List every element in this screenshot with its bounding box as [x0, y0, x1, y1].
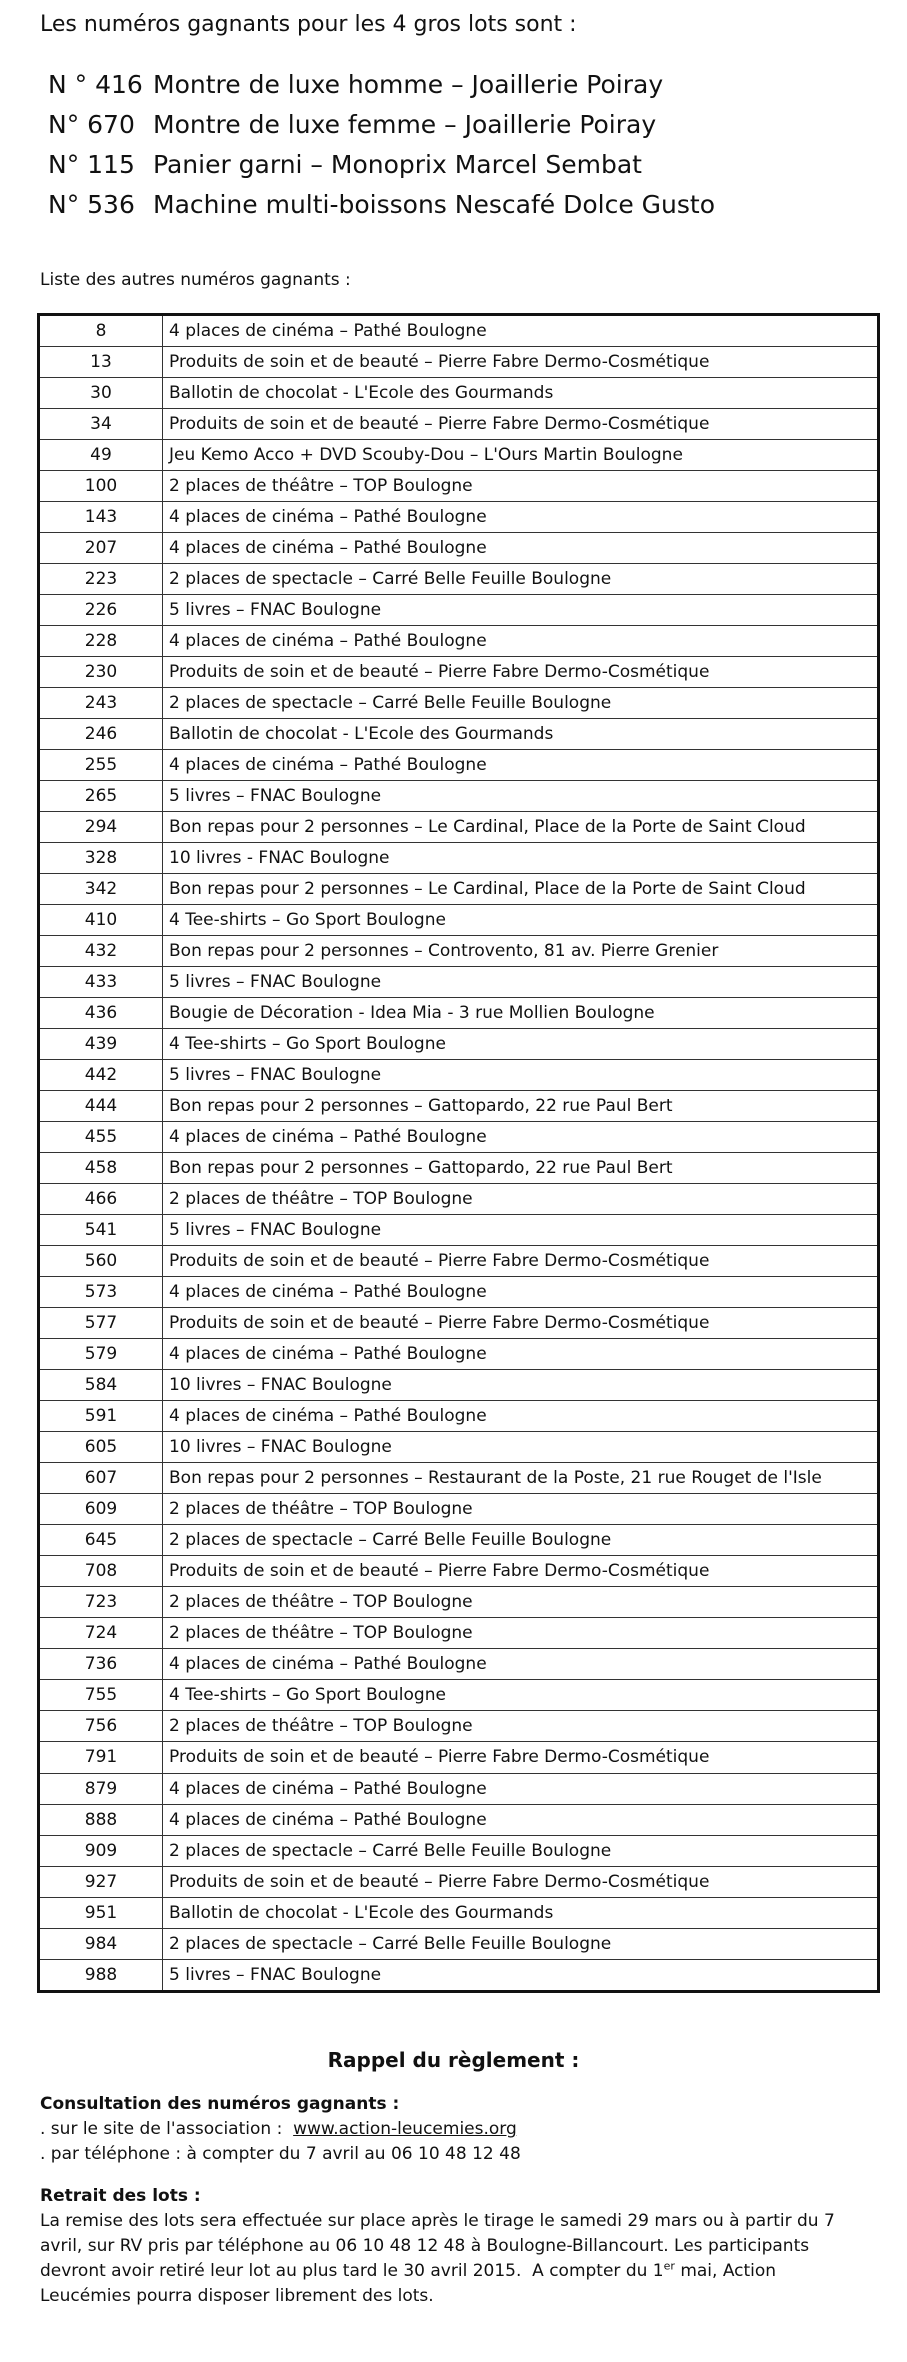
- prize-description: 4 places de cinéma – Pathé Boulogne: [163, 1773, 878, 1804]
- prize-description: 4 Tee-shirts – Go Sport Boulogne: [163, 1029, 878, 1060]
- prize-description: Ballotin de chocolat - L'Ecole des Gourmands: [163, 718, 878, 749]
- prize-description: 4 places de cinéma – Pathé Boulogne: [163, 625, 878, 656]
- prize-number: 207: [40, 532, 163, 563]
- prize-row: [40, 470, 877, 501]
- prize-row: [40, 1742, 877, 1773]
- prize-row: [40, 1773, 877, 1804]
- prize-number: 607: [40, 1463, 163, 1494]
- prize-description: 2 places de théâtre – TOP Boulogne: [163, 1494, 878, 1525]
- prize-row: [40, 1339, 877, 1370]
- prize-number: 8: [40, 316, 163, 346]
- prize-row: [40, 1122, 877, 1153]
- prize-row: [40, 501, 877, 532]
- prize-description: 2 places de spectacle – Carré Belle Feuille Boulogne: [163, 563, 878, 594]
- prize-row: [40, 1525, 877, 1556]
- prize-row: [40, 316, 877, 346]
- big-lot-item: [48, 144, 715, 184]
- prize-row: [40, 532, 877, 563]
- prize-row: [40, 1091, 877, 1122]
- other-lots-title: Liste des autres numéros gagnants :: [40, 270, 351, 290]
- prize-description: 10 livres – FNAC Boulogne: [163, 1432, 878, 1463]
- prize-number: 458: [40, 1153, 163, 1184]
- prize-description: 4 places de cinéma – Pathé Boulogne: [163, 316, 878, 346]
- prize-number: 432: [40, 936, 163, 967]
- prize-description: 2 places de théâtre – TOP Boulogne: [163, 1618, 878, 1649]
- prize-number: 439: [40, 1029, 163, 1060]
- prize-row: [40, 408, 877, 439]
- consultation-section: [40, 2092, 870, 2167]
- prize-row: [40, 1680, 877, 1711]
- prize-row: [40, 1215, 877, 1246]
- prize-number: 541: [40, 1215, 163, 1246]
- prize-description: 10 livres - FNAC Boulogne: [163, 843, 878, 874]
- prize-description: Jeu Kemo Acco + DVD Scouby-Dou – L'Ours Martin Boulogne: [163, 439, 878, 470]
- prize-number: 342: [40, 874, 163, 905]
- prize-description: Bon repas pour 2 personnes – Controvento, 81 av. Pierre Grenier: [163, 936, 878, 967]
- prize-number: 246: [40, 718, 163, 749]
- prize-row: [40, 656, 877, 687]
- prize-description: 4 places de cinéma – Pathé Boulogne: [163, 1401, 878, 1432]
- prize-number: 723: [40, 1587, 163, 1618]
- prize-number: 455: [40, 1122, 163, 1153]
- prize-number: 436: [40, 998, 163, 1029]
- prize-description: 2 places de théâtre – TOP Boulogne: [163, 1711, 878, 1742]
- prize-number: 13: [40, 346, 163, 377]
- prize-number: 609: [40, 1494, 163, 1525]
- prize-number: 410: [40, 905, 163, 936]
- prize-number: 755: [40, 1680, 163, 1711]
- prize-description: 2 places de spectacle – Carré Belle Feuille Boulogne: [163, 1525, 878, 1556]
- prize-number: 951: [40, 1897, 163, 1928]
- prize-description: 4 places de cinéma – Pathé Boulogne: [163, 1649, 878, 1680]
- prize-row: [40, 936, 877, 967]
- prize-description: Bougie de Décoration - Idea Mia - 3 rue Mollien Boulogne: [163, 998, 878, 1029]
- prize-number: 888: [40, 1804, 163, 1835]
- prize-row: [40, 905, 877, 936]
- prize-description: Ballotin de chocolat - L'Ecole des Gourmands: [163, 1897, 878, 1928]
- prize-number: 984: [40, 1928, 163, 1959]
- prize-table: [37, 313, 880, 1993]
- prize-description: 4 places de cinéma – Pathé Boulogne: [163, 532, 878, 563]
- prize-row: [40, 1308, 877, 1339]
- withdrawal-text: [40, 2209, 870, 2309]
- prize-number: 573: [40, 1277, 163, 1308]
- prize-number: 577: [40, 1308, 163, 1339]
- big-lot-prize: Montre de luxe homme – Joaillerie Poiray: [153, 69, 664, 99]
- prize-row: [40, 874, 877, 905]
- big-lot-number: N° 670: [48, 109, 135, 139]
- prize-number: 591: [40, 1401, 163, 1432]
- prize-description: Produits de soin et de beauté – Pierre Fabre Dermo-Cosmétique: [163, 1866, 878, 1897]
- prize-number: 433: [40, 967, 163, 998]
- prize-row: [40, 998, 877, 1029]
- prize-row: [40, 1401, 877, 1432]
- prize-row: [40, 594, 877, 625]
- prize-description: 4 places de cinéma – Pathé Boulogne: [163, 1277, 878, 1308]
- prize-row: [40, 1556, 877, 1587]
- prize-description: 2 places de théâtre – TOP Boulogne: [163, 1587, 878, 1618]
- prize-row: [40, 1060, 877, 1091]
- prize-number: 226: [40, 594, 163, 625]
- prize-number: 230: [40, 656, 163, 687]
- big-lot-prize: Montre de luxe femme – Joaillerie Poiray: [153, 109, 657, 139]
- prize-row: [40, 1153, 877, 1184]
- prize-description: 5 livres – FNAC Boulogne: [163, 967, 878, 998]
- prize-number: 30: [40, 377, 163, 408]
- prize-description: 4 Tee-shirts – Go Sport Boulogne: [163, 1680, 878, 1711]
- prize-description: Produits de soin et de beauté – Pierre Fabre Dermo-Cosmétique: [163, 656, 878, 687]
- withdrawal-heading: Retrait des lots :: [40, 2186, 201, 2206]
- prize-description: Produits de soin et de beauté – Pierre Fabre Dermo-Cosmétique: [163, 1742, 878, 1773]
- consultation-heading: Consultation des numéros gagnants :: [40, 2094, 400, 2114]
- big-lot-prize: Panier garni – Monoprix Marcel Sembat: [153, 149, 642, 179]
- prize-number: 724: [40, 1618, 163, 1649]
- prize-number: 49: [40, 439, 163, 470]
- prize-row: [40, 1277, 877, 1308]
- prize-row: [40, 1370, 877, 1401]
- prize-description: 2 places de spectacle – Carré Belle Feuille Boulogne: [163, 1928, 878, 1959]
- prize-description: 2 places de spectacle – Carré Belle Feuille Boulogne: [163, 687, 878, 718]
- prize-row: [40, 812, 877, 843]
- prize-number: 584: [40, 1370, 163, 1401]
- prize-row: [40, 1029, 877, 1060]
- consultation-website-line: [40, 2117, 870, 2142]
- prize-number: 228: [40, 625, 163, 656]
- prize-table-grid: [40, 316, 877, 1990]
- prize-row: [40, 1618, 877, 1649]
- prize-row: [40, 687, 877, 718]
- prize-number: 645: [40, 1525, 163, 1556]
- prize-row: [40, 718, 877, 749]
- withdrawal-section: [40, 2184, 870, 2309]
- prize-description: Bon repas pour 2 personnes – Gattopardo, 22 rue Paul Bert: [163, 1153, 878, 1184]
- prize-description: 4 places de cinéma – Pathé Boulogne: [163, 749, 878, 780]
- prize-description: Produits de soin et de beauté – Pierre Fabre Dermo-Cosmétique: [163, 1246, 878, 1277]
- big-lot-number: N° 536: [48, 189, 135, 219]
- prize-number: 328: [40, 843, 163, 874]
- prize-description: Produits de soin et de beauté – Pierre Fabre Dermo-Cosmétique: [163, 408, 878, 439]
- prize-number: 34: [40, 408, 163, 439]
- big-lot-item: [48, 184, 715, 224]
- prize-description: 2 places de théâtre – TOP Boulogne: [163, 470, 878, 501]
- prize-number: 791: [40, 1742, 163, 1773]
- prize-row: [40, 1494, 877, 1525]
- prize-number: 560: [40, 1246, 163, 1277]
- prize-number: 265: [40, 781, 163, 812]
- prize-description: 4 places de cinéma – Pathé Boulogne: [163, 1122, 878, 1153]
- prize-number: 708: [40, 1556, 163, 1587]
- prize-row: [40, 1184, 877, 1215]
- prize-description: 5 livres – FNAC Boulogne: [163, 594, 878, 625]
- prize-number: 736: [40, 1649, 163, 1680]
- prize-description: 10 livres – FNAC Boulogne: [163, 1370, 878, 1401]
- prize-row: [40, 1959, 877, 1990]
- prize-number: 143: [40, 501, 163, 532]
- big-lot-number: N° 115: [48, 149, 135, 179]
- prize-description: 5 livres – FNAC Boulogne: [163, 781, 878, 812]
- prize-row: [40, 625, 877, 656]
- withdrawal-text-end: mai, Action Leucémies pourra disposer librement des lots.: [40, 2261, 782, 2306]
- rules-title: Rappel du règlement :: [327, 2048, 580, 2072]
- prize-number: 100: [40, 470, 163, 501]
- prize-number: 444: [40, 1091, 163, 1122]
- prize-row: [40, 1866, 877, 1897]
- prize-number: 294: [40, 812, 163, 843]
- prize-number: 988: [40, 1959, 163, 1990]
- prize-description: Bon repas pour 2 personnes – Le Cardinal, Place de la Porte de Saint Cloud: [163, 874, 878, 905]
- consultation-website-prefix: . sur le site de l'association :: [40, 2119, 294, 2139]
- prize-description: Bon repas pour 2 personnes – Gattopardo, 22 rue Paul Bert: [163, 1091, 878, 1122]
- prize-row: [40, 1928, 877, 1959]
- prize-number: 605: [40, 1432, 163, 1463]
- prize-description: 4 places de cinéma – Pathé Boulogne: [163, 1804, 878, 1835]
- prize-description: 5 livres – FNAC Boulogne: [163, 1215, 878, 1246]
- prize-number: 243: [40, 687, 163, 718]
- prize-row: [40, 1835, 877, 1866]
- prize-description: 4 places de cinéma – Pathé Boulogne: [163, 501, 878, 532]
- prize-row: [40, 1897, 877, 1928]
- prize-description: 5 livres – FNAC Boulogne: [163, 1060, 878, 1091]
- prize-row: [40, 1804, 877, 1835]
- prize-number: 442: [40, 1060, 163, 1091]
- prize-number: 466: [40, 1184, 163, 1215]
- prize-number: 756: [40, 1711, 163, 1742]
- prize-number: 927: [40, 1866, 163, 1897]
- prize-row: [40, 967, 877, 998]
- prize-description: 4 places de cinéma – Pathé Boulogne: [163, 1339, 878, 1370]
- prize-number: 255: [40, 749, 163, 780]
- big-lot-number: N ° 416: [48, 69, 143, 99]
- prize-description: Ballotin de chocolat - L'Ecole des Gourmands: [163, 377, 878, 408]
- prize-row: [40, 1711, 877, 1742]
- big-lot-item: [48, 64, 715, 104]
- prize-number: 879: [40, 1773, 163, 1804]
- prize-description: Produits de soin et de beauté – Pierre Fabre Dermo-Cosmétique: [163, 1556, 878, 1587]
- prize-row: [40, 346, 877, 377]
- prize-row: [40, 1649, 877, 1680]
- prize-description: 2 places de spectacle – Carré Belle Feuille Boulogne: [163, 1835, 878, 1866]
- prize-row: [40, 1246, 877, 1277]
- prize-row: [40, 1587, 877, 1618]
- prize-row: [40, 563, 877, 594]
- prize-row: [40, 781, 877, 812]
- prize-row: [40, 1432, 877, 1463]
- withdrawal-text-main: La remise des lots sera effectuée sur place après le tirage le samedi 29 mars ou à partir du 7 avril, sur RV pris par téléphone au 06 10 48 12 48 à Boulogne-Billancourt. Les participants devront avoir retiré leur lot au plus tard le 30 avril 2015. A compter du 1: [40, 2211, 841, 2281]
- prize-table-body: [40, 316, 877, 1990]
- page-title: Les numéros gagnants pour les 4 gros lots sont :: [40, 12, 577, 37]
- prize-row: [40, 843, 877, 874]
- big-lots-list: [48, 64, 715, 224]
- prize-row: [40, 1463, 877, 1494]
- prize-description: Bon repas pour 2 personnes – Le Cardinal, Place de la Porte de Saint Cloud: [163, 812, 878, 843]
- association-website-link[interactable]: www.action-leucemies.org: [293, 2119, 517, 2139]
- prize-row: [40, 377, 877, 408]
- big-lot-prize: Machine multi-boissons Nescafé Dolce Gusto: [153, 189, 715, 219]
- prize-description: Produits de soin et de beauté – Pierre Fabre Dermo-Cosmétique: [163, 1308, 878, 1339]
- prize-number: 909: [40, 1835, 163, 1866]
- prize-number: 223: [40, 563, 163, 594]
- prize-description: 4 Tee-shirts – Go Sport Boulogne: [163, 905, 878, 936]
- consultation-phone: . par téléphone : à compter du 7 avril au 06 10 48 12 48: [40, 2144, 521, 2164]
- prize-row: [40, 439, 877, 470]
- prize-description: 2 places de théâtre – TOP Boulogne: [163, 1184, 878, 1215]
- prize-description: Bon repas pour 2 personnes – Restaurant de la Poste, 21 rue Rouget de l'Isle: [163, 1463, 878, 1494]
- big-lot-item: [48, 104, 715, 144]
- prize-description: Produits de soin et de beauté – Pierre Fabre Dermo-Cosmétique: [163, 346, 878, 377]
- prize-description: 5 livres – FNAC Boulogne: [169, 1964, 382, 1985]
- prize-row: [40, 749, 877, 780]
- withdrawal-text-superscript: er: [663, 2259, 675, 2273]
- prize-number: 579: [40, 1339, 163, 1370]
